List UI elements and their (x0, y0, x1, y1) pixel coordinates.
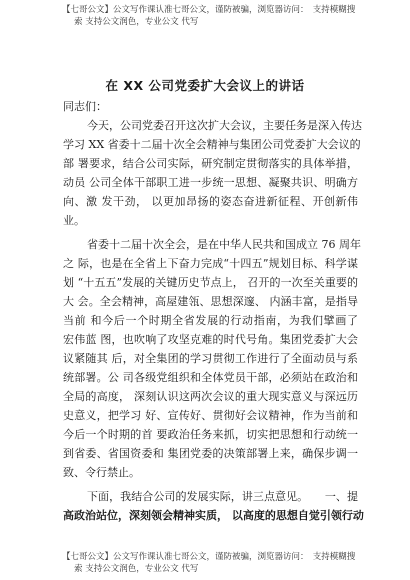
watermark-banner-top (62, 4, 362, 28)
watermark-banner-bottom (62, 551, 362, 575)
body-line: 全局的高度， 深刻认识这两次会议的重大现实意义与深远历 (63, 390, 358, 403)
document-title: 在 XX 公司党委扩大会议上的讲话 (105, 78, 305, 93)
salutation: 同志们： (63, 100, 107, 113)
body-line: 部 署要求，结合公司实际，研究制定贯彻落实的具体举措， (63, 157, 358, 170)
banner-top-line1: 【七哥公文】公文写作课认准七哥公文，谨防被骗，浏览器访问： 支持模糊搜 (62, 5, 356, 15)
body-line: 议紧随其 后，对全集团的学习贯彻工作进行了全面动员与系 (63, 352, 358, 365)
body-line: 统部署。公 司各级党组织和全体党员干部，必须站在政治和 (63, 371, 358, 384)
body-line: 致、令行禁止。 (63, 466, 140, 479)
body-line: 划 “十五五”发展的关键历史节点上， 召开的一次至关重要的 (63, 276, 358, 289)
body-line: 当前 和今后一个时期全省发展的行动指南，为我们擘画了 (63, 314, 358, 327)
body-line: 业。 (63, 214, 85, 227)
body-line: 动员 公司全体干部职工进一步统一思想、凝聚共识、明确方 (63, 176, 358, 189)
body-line: 宏伟蓝 图，也吹响了攻坚克难的时代号角。集团党委扩大会 (63, 333, 358, 346)
body-line: 之 际，也是在全省上下奋力完成“十四五”规划目标、科学谋 (63, 257, 358, 270)
body-line: 省委十二届十次全会，是在中华人民共和国成立 76 周年 (87, 238, 361, 251)
body-line: 今天，公司党委召开这次扩大会议，主要任务是深入传达 (87, 119, 362, 132)
section-heading-line: 高政治站位，深刻领会精神实质， 以高度的思想自觉引领行动 (63, 509, 364, 522)
body-line: 向、激 发干劲， 以更加昂扬的姿态奋进新征程、开创新伟 (63, 195, 358, 208)
body-line: 到省委、省国资委和 集团党委的决策部署上来，确保步调一 (63, 447, 358, 460)
body-line: 史意义，把学习 好、宣传好、贯彻好会议精神，作为当前和 (63, 409, 358, 422)
banner-top-line2: 索 支持公文润色，专业公文 代写 (74, 17, 199, 27)
banner-bottom-line1: 【七哥公文】公文写作课认准七哥公文，谨防被骗，浏览器访问： 支持模糊搜 (62, 552, 356, 562)
body-line: 学习 XX 省委十二届十次全会精神与集团公司党委扩大会议的 (63, 138, 361, 151)
body-line: 大 会。全会精神，高屋建瓴、思想深邃、 内涵丰富，是指导 (63, 295, 358, 308)
banner-bottom-line2: 索 支持公文润色，专业公文 代写 (74, 564, 199, 574)
body-line: 今后一个时期的首 要政治任务来抓，切实把思想和行动统一 (63, 428, 358, 441)
body-line: 下面，我结合公司的发展实际，讲三点意见。 一、提 (87, 490, 358, 503)
